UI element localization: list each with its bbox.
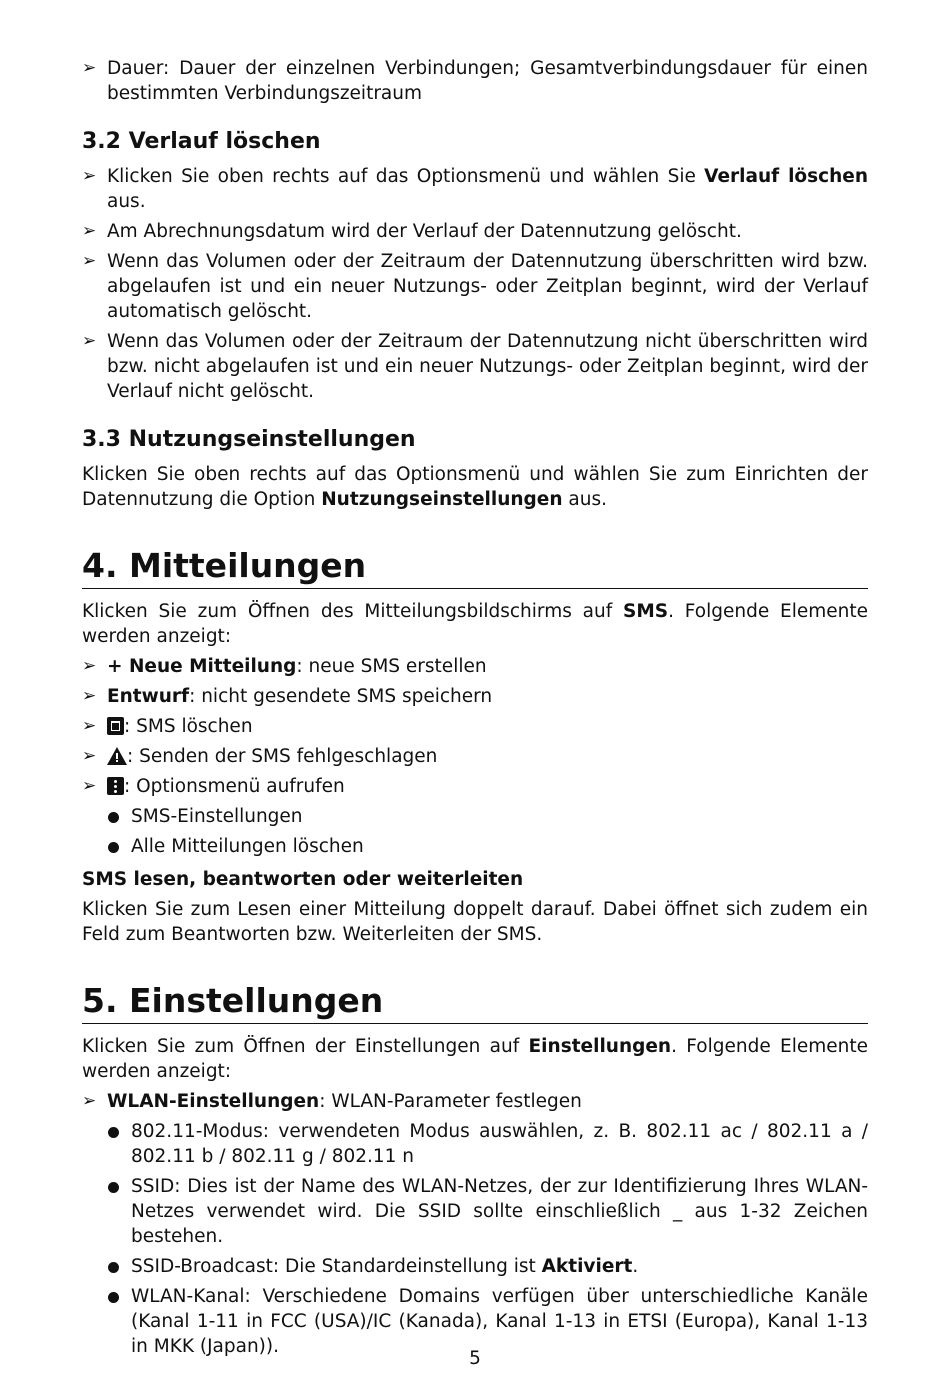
bold-term: WLAN-Einstellungen [107,1091,320,1112]
list-item: ➢ : Senden der SMS fehlgeschlagen [82,744,868,769]
bold-term: + Neue Mitteilung [107,656,297,677]
bold-term: SMS [623,601,669,622]
bold-term: Einstellungen [528,1036,672,1057]
list-item-dauer [82,56,868,106]
subsection-heading: SMS lesen, beantworten oder weiterleiten [82,869,524,890]
list-item: ➢ Wenn das Volumen oder der Zeitraum der Datennutzung nicht überschritten wird bzw. nicht abgelaufen ist und ein neuer Nutzungs- oder Zeitplan beginnt, wird der Verlauf nicht gelöscht. [82,329,868,404]
list-item: ➢ Am Abrechnungsdatum wird der Verlauf der Datennutzung gelöscht. [82,219,868,244]
list-item: ➢ WLAN-Einstellungen: WLAN-Parameter festlegen [82,1089,868,1114]
bold-term: Nutzungseinstellungen [321,489,563,510]
list-item: ➢ : Optionsmenü aufrufen [82,774,868,799]
section-heading-3-2: 3.2 Verlauf löschen [82,129,321,154]
bullet-item: SMS-Einstellungen [82,804,868,829]
warning-icon [107,747,127,765]
bullet-item: SSID-Broadcast: Die Standardeinstellung ist Aktiviert. [82,1254,868,1279]
paragraph: Klicken Sie zum Lesen einer Mitteilung doppelt darauf. Dabei öffnet sich zudem ein Feld zum Beantworten bzw. Weiterleiten der SMS. [82,899,868,945]
document-page [82,56,868,1364]
chapter-heading-4: 4. Mitteilungen [82,546,868,589]
bold-term: Verlauf löschen [704,166,868,187]
bullet-item: Alle Mitteilungen löschen [82,834,868,859]
chapter-heading-5: 5. Einstellungen [82,981,868,1024]
paragraph: Klicken Sie oben rechts auf das Optionsmenü und wählen Sie zum Einrichten der Datennutzung die Option Nutzungseinstellungen aus. [82,464,868,510]
list-item: ➢ Klicken Sie oben rechts auf das Optionsmenü und wählen Sie Verlauf löschen aus. [82,164,868,214]
bold-term: Entwurf [107,686,190,707]
options-menu-icon [107,777,124,795]
trash-icon [107,717,124,735]
paragraph: Klicken Sie zum Öffnen des Mitteilungsbildschirms auf SMS. Folgende Elemente werden anzeigt: [82,601,868,647]
list-item: ➢ Entwurf: nicht gesendete SMS speichern [82,684,868,709]
list-item: ➢ + Neue Mitteilung: neue SMS erstellen [82,654,868,679]
list-item: ➢ Wenn das Volumen oder der Zeitraum der Datennutzung überschritten wird bzw. abgelaufen ist und ein neuer Nutzungs- oder Zeitplan beginnt, wird der Verlauf automatisch gelöscht. [82,249,868,324]
bold-term: Aktiviert [541,1256,633,1277]
bullet-item: SSID: Dies ist der Name des WLAN-Netzes, der zur Identifizierung Ihres WLAN-Netzes verwendet wird. Die SSID sollte einschließlich _ aus 1-32 Zeichen bestehen. [82,1174,868,1249]
list-item: ➢ : SMS löschen [82,714,868,739]
paragraph: Klicken Sie zum Öffnen der Einstellungen auf Einstellungen. Folgende Elemente werden anzeigt: [82,1036,868,1082]
bullet-item: WLAN-Kanal: Verschiedene Domains verfügen über unterschiedliche Kanäle (Kanal 1-11 in FCC (USA)/IC (Kanada), Kanal 1-13 in ETSI (Europa), Kanal 1-13 in MKK (Japan)). [82,1284,868,1359]
bullet-item: 802.11-Modus: verwendeten Modus auswählen, z. B. 802.11 ac / 802.11 a / 802.11 b / 802.11 g / 802.11 n [82,1119,868,1169]
section-heading-3-3: 3.3 Nutzungseinstellungen [82,427,416,452]
list-item-text: Dauer: Dauer der einzelnen Verbindungen; Gesamtverbindungsdauer für einen bestimmten Verbindungszeitraum [107,58,868,104]
page-number: 5 [469,1348,481,1369]
